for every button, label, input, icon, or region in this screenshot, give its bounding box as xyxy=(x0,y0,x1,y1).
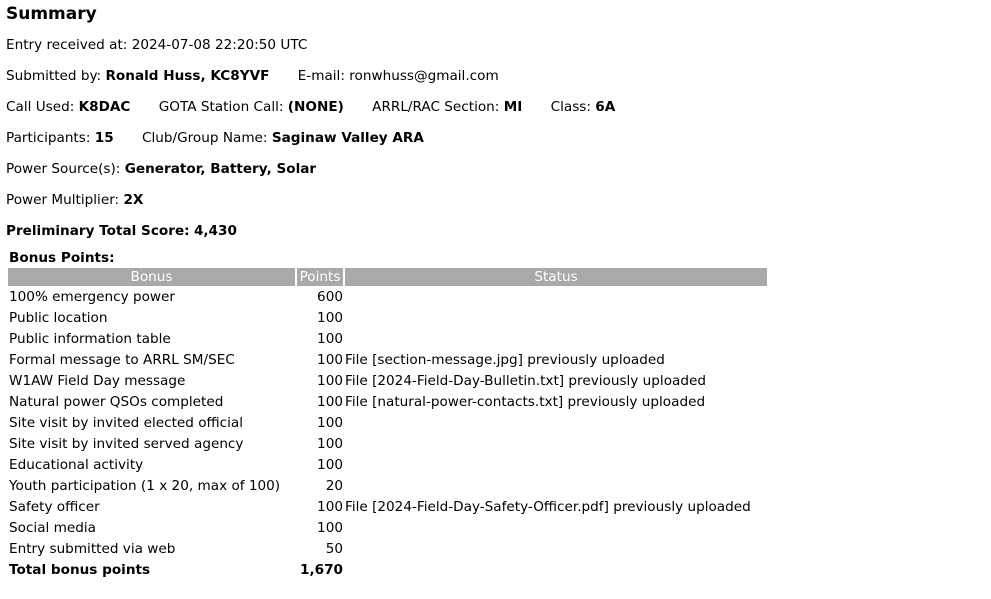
bonus-name-cell: Formal message to ARRL SM/SEC xyxy=(9,351,235,368)
bonus-row xyxy=(8,286,767,307)
email-value: ronwhuss@gmail.com xyxy=(349,68,499,84)
entry-received-value: 2024-07-08 22:20:50 UTC xyxy=(131,37,308,53)
call-used-value: K8DAC xyxy=(78,99,131,115)
power-source-value: Generator, Battery, Solar xyxy=(124,161,317,177)
bonus-points-cell: 100 xyxy=(317,372,343,389)
bonus-name-cell: Public information table xyxy=(9,330,171,347)
bonus-status-cell: File [2024-Field-Day-Safety-Officer.pdf] previously uploaded xyxy=(345,498,751,515)
club-label: Club/Group Name: xyxy=(142,130,268,146)
class-value: 6A xyxy=(595,99,616,115)
club-value: Saginaw Valley ARA xyxy=(271,130,424,146)
bonus-name-cell: Social media xyxy=(9,519,96,536)
bonus-column-header: Bonus xyxy=(8,268,296,286)
class-label: Class: xyxy=(550,99,591,115)
power-source-label: Power Source(s): xyxy=(6,161,121,177)
bonus-status-cell xyxy=(344,286,767,307)
bonus-name-cell: Educational activity xyxy=(9,456,144,473)
bonus-row xyxy=(8,307,767,328)
total-score-line xyxy=(6,216,991,247)
power-multiplier-line xyxy=(6,185,991,216)
bonus-table-header xyxy=(8,268,767,286)
total-bonus-label: Total bonus points xyxy=(9,561,151,578)
participants-line xyxy=(6,123,991,154)
bonus-points-cell: 600 xyxy=(317,288,343,305)
submitted-by-line xyxy=(6,61,991,92)
bonus-row xyxy=(8,328,767,349)
bonus-status-cell: File [2024-Field-Day-Bulletin.txt] previously uploaded xyxy=(345,372,706,389)
call-info-line xyxy=(6,92,991,123)
bonus-status-cell xyxy=(344,433,767,454)
bonus-points-cell: 100 xyxy=(317,435,343,452)
bonus-points-title: Bonus Points: xyxy=(9,250,115,266)
bonus-name-cell: W1AW Field Day message xyxy=(9,372,186,389)
bonus-points-cell: 100 xyxy=(317,414,343,431)
bonus-row xyxy=(8,433,767,454)
total-bonus-status xyxy=(344,559,767,580)
bonus-status-cell xyxy=(344,412,767,433)
gota-label: GOTA Station Call: xyxy=(158,99,284,115)
bonus-status-cell xyxy=(344,454,767,475)
bonus-name-cell: Public location xyxy=(9,309,108,326)
bonus-row xyxy=(8,412,767,433)
total-score-label: Preliminary Total Score: xyxy=(6,223,190,239)
total-bonus-value: 1,670 xyxy=(300,561,343,578)
email-label: E-mail: xyxy=(297,68,345,84)
power-multiplier-value: 2X xyxy=(123,192,144,208)
call-used-label: Call Used: xyxy=(6,99,75,115)
bonus-points-cell: 100 xyxy=(317,351,343,368)
submitted-by-label: Submitted by: xyxy=(6,68,102,84)
total-score-value: 4,430 xyxy=(193,223,237,239)
bonus-name-cell: Natural power QSOs completed xyxy=(9,393,224,410)
submitted-by-value: Ronald Huss, KC8YVF xyxy=(105,68,270,84)
page-title: Summary xyxy=(6,4,97,24)
power-multiplier-label: Power Multiplier: xyxy=(6,192,120,208)
bonus-row xyxy=(8,454,767,475)
participants-value: 15 xyxy=(94,130,114,146)
status-column-header: Status xyxy=(344,268,767,286)
gota-value: (NONE) xyxy=(287,99,344,115)
bonus-row xyxy=(8,370,767,391)
bonus-status-cell xyxy=(344,475,767,496)
bonus-table-body xyxy=(8,286,767,559)
entry-received-line xyxy=(6,30,991,61)
bonus-row xyxy=(8,391,767,412)
bonus-status-cell: File [natural-power-contacts.txt] previously uploaded xyxy=(345,393,706,410)
bonus-points-table xyxy=(8,268,767,580)
bonus-name-cell: Safety officer xyxy=(9,498,100,515)
bonus-row xyxy=(8,349,767,370)
bonus-name-cell: Site visit by invited served agency xyxy=(9,435,244,452)
entry-received-label: Entry received at: xyxy=(6,37,128,53)
bonus-row xyxy=(8,517,767,538)
bonus-name-cell: 100% emergency power xyxy=(9,288,175,305)
bonus-points-cell: 100 xyxy=(317,456,343,473)
bonus-row xyxy=(8,475,767,496)
bonus-status-cell xyxy=(344,307,767,328)
bonus-points-cell: 100 xyxy=(317,309,343,326)
section-label: ARRL/RAC Section: xyxy=(372,99,500,115)
bonus-status-cell: File [section-message.jpg] previously uploaded xyxy=(345,351,665,368)
bonus-points-cell: 100 xyxy=(317,330,343,347)
bonus-name-cell: Site visit by invited elected official xyxy=(9,414,244,431)
bonus-points-cell: 100 xyxy=(317,519,343,536)
section-value: MI xyxy=(503,99,523,115)
bonus-points-cell: 100 xyxy=(317,498,343,515)
bonus-name-cell: Youth participation (1 x 20, max of 100) xyxy=(9,477,281,494)
bonus-name-cell: Entry submitted via web xyxy=(9,540,176,557)
bonus-status-cell xyxy=(344,538,767,559)
bonus-row xyxy=(8,538,767,559)
power-source-line xyxy=(6,154,991,185)
bonus-status-cell xyxy=(344,517,767,538)
total-bonus-row xyxy=(8,559,767,580)
bonus-points-cell: 50 xyxy=(325,540,343,557)
bonus-row xyxy=(8,496,767,517)
bonus-points-cell: 100 xyxy=(317,393,343,410)
bonus-status-cell xyxy=(344,328,767,349)
points-column-header: Points xyxy=(296,268,344,286)
participants-label: Participants: xyxy=(6,130,91,146)
bonus-points-cell: 20 xyxy=(325,477,343,494)
